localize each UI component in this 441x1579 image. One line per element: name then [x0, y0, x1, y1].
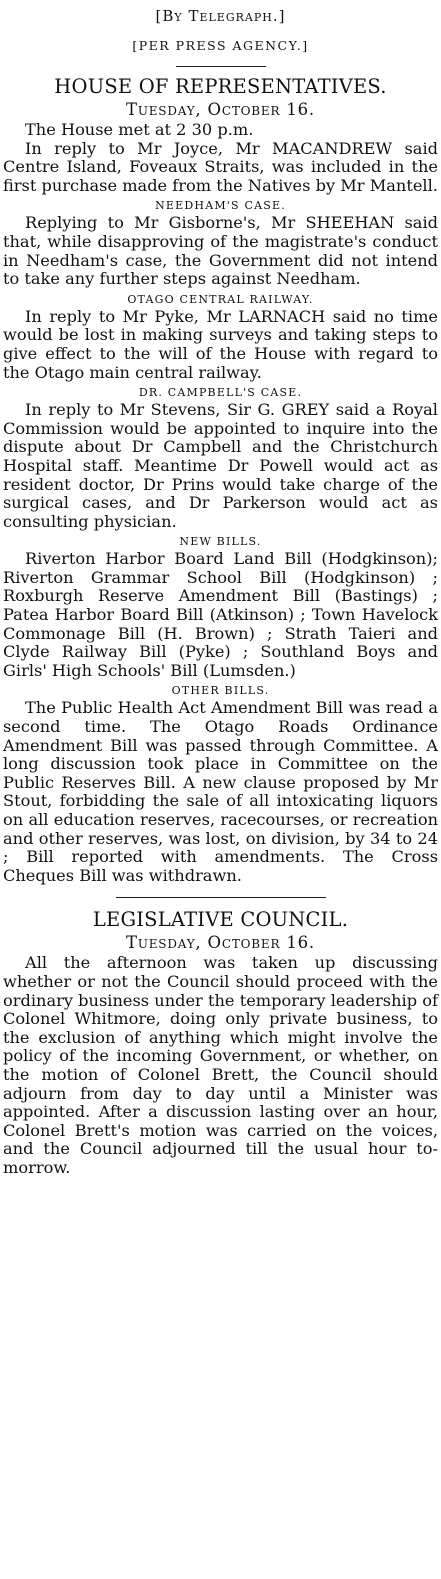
paragraph: The House met at 2 30 p.m.	[25, 120, 254, 139]
house-section-campbell	[3, 384, 438, 531]
section-heading: NEEDHAM'S CASE.	[155, 199, 286, 213]
section-heading: DR. CAMPBELL'S CASE.	[138, 386, 303, 400]
header-divider	[176, 66, 266, 67]
paragraph: In reply to Mr Pyke, Mr LARNACH said no time would be lost in making surveys and taking steps to give effect to the will of the House with regard to the Otago main central railway.	[3, 306, 438, 382]
council-date: Tuesday, October 16.	[126, 933, 315, 953]
house-title: HOUSE OF REPRESENTATIVES.	[54, 75, 387, 98]
paragraph: Riverton Harbor Board Land Bill (Hodgkinson); Riverton Grammar School Bill (Hodgkinson) ; Roxburgh Reserve Amendment Bill (Bastings) ; Patea Harbor Board Bill (Atkinson) ; Town Havelock Commonage Bill (H. Brown) ; Strath Taieri and Clyde Railway Bill (Pyke) ; Southland Boys and Girls' High Schools' Bill (Lumsden.)	[3, 549, 438, 680]
house-section-other-bills	[3, 682, 438, 885]
press-agency-header: [PER PRESS AGENCY.]	[132, 38, 309, 53]
telegraph-header: [By Telegraph.]	[155, 7, 286, 25]
section-heading: OTAGO CENTRAL RAILWAY.	[127, 292, 314, 306]
section-heading: NEW BILLS.	[179, 535, 262, 549]
paragraph: In reply to Mr Joyce, Mr MACANDREW said Centre Island, Foveaux Straits, was included in the first purchase made from the Natives by Mr Mantell.	[3, 138, 438, 195]
section-divider	[116, 897, 326, 898]
house-section-new-bills	[3, 533, 438, 680]
council-title: LEGISLATIVE COUNCIL.	[92, 908, 349, 932]
house-section-needham	[3, 197, 438, 288]
paragraph: All the afternoon was taken up discussing whether or not the Council should proceed with the ordinary business under the temporary leadership of Colonel Whitmore, doing only private business, to the exclusion of anything which might involve the policy of the incoming Government, or whether, on the motion of Colonel Brett, the Council should adjourn from day to day until a Minister was appointed. After a discussion lasting over an hour, Colonel Brett's motion was carried on the voices, and the Council adjourned till the usual hour to-morrow.	[3, 953, 438, 1177]
paragraph: In reply to Mr Stevens, Sir G. GREY said a Royal Commission would be appointed to inquire into the dispute about Dr Campbell and the Christchurch Hospital staff. Meantime Dr Powell would act as resident doctor, Dr Prins would take charge of the surgical cases, and Dr Parkerson would act as consulting physician.	[3, 400, 438, 531]
section-heading: OTHER BILLS.	[171, 684, 270, 698]
paragraph: Replying to Mr Gisborne's, Mr SHEEHAN said that, while disapproving of the magistrate's conduct in Needham's case, the Government did not intend to take any further steps against Needham.	[3, 213, 438, 289]
paragraph: The Public Health Act Amendment Bill was read a second time. The Otago Roads Ordinance Amendment Bill was passed through Committee. A long discussion took place in Committee on the Public Reserves Bill. A new clause proposed by Mr Stout, forbidding the sale of all intoxicating liquors on all education reserves, racecourses, or recreation and other reserves, was lost, on division, by 34 to 24 ; Bill reported with amendments. The Cross Cheques Bill was withdrawn.	[3, 698, 438, 885]
house-date: Tuesday, October 16.	[126, 100, 315, 119]
house-section-otago-railway	[3, 291, 438, 382]
house-section-opening	[3, 121, 438, 195]
